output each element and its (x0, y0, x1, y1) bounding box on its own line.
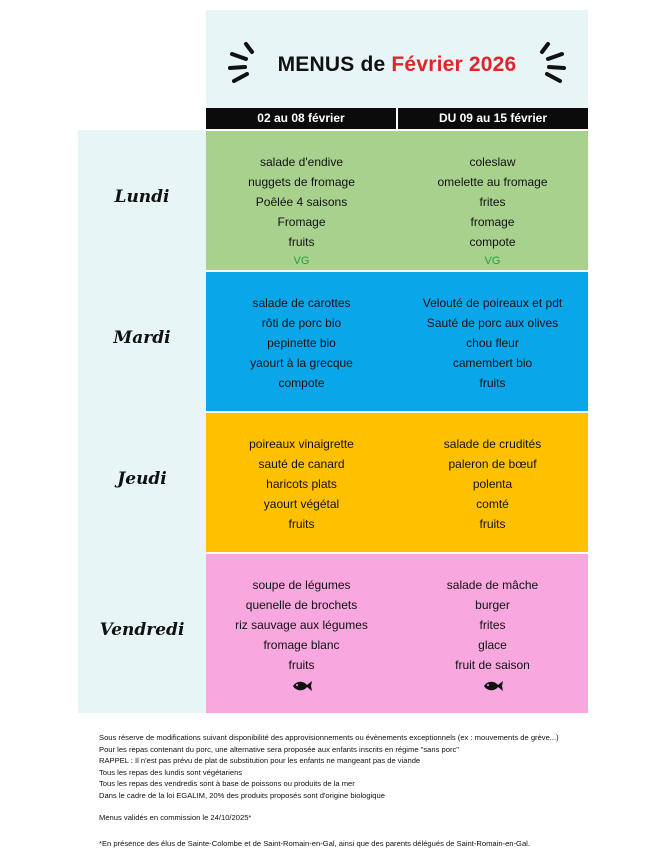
menu-item: glace (478, 638, 507, 652)
footnotes (99, 732, 639, 849)
vendredi-week-2 (397, 554, 588, 713)
menu-item: frites (479, 195, 506, 209)
menu-item: yaourt végétal (263, 497, 340, 511)
fish-icon (482, 679, 504, 693)
menu-item: riz sauvage aux légumes (235, 618, 368, 632)
menu-item: salade de carottes (252, 296, 351, 310)
vendredi-week-1 (206, 554, 397, 713)
menu-item: Sauté de porc aux olives (426, 316, 559, 330)
jeudi-week-2 (397, 413, 588, 552)
week-1-header: 02 au 08 février (257, 111, 345, 125)
menu-item: compote (469, 235, 516, 249)
day-label-lundi: Lundi (114, 187, 170, 207)
menu-item: omelette au fromage (437, 175, 548, 189)
lundi-week-2 (397, 131, 588, 270)
menu-item: salade d'endive (259, 155, 344, 169)
mardi-week-2 (397, 272, 588, 411)
day-band-jeudi (206, 411, 588, 552)
fish-icon (291, 679, 313, 693)
menu-item: camembert bio (452, 356, 533, 370)
menu-item: coleslaw (469, 155, 516, 169)
menu-header (206, 10, 588, 108)
day-label-mardi: Mardi (113, 328, 171, 348)
menu-item: fruits (288, 658, 315, 672)
lundi-week-1 (206, 131, 397, 270)
menu-item: paleron de bœuf (448, 457, 537, 471)
menu-item: soupe de légumes (252, 578, 351, 592)
footnote: RAPPEL : Il n'est pas prévu de plat de substitution pour les enfants ne mangeant pas de viande (99, 756, 421, 765)
footnote: Tous les repas des vendredis sont à base de poissons ou produits de la mer (99, 779, 355, 788)
title-prefix: MENUS de (277, 53, 392, 76)
menu-item: Fromage (277, 215, 326, 229)
menu-item: fruits (479, 517, 506, 531)
menu-item: quenelle de brochets (245, 598, 358, 612)
title-month: Février 2026 (391, 53, 517, 76)
day-band-lundi (206, 129, 588, 270)
menu-item: burger (475, 598, 510, 612)
vg-badge: VG (293, 255, 310, 267)
menu-item: fromage (470, 215, 515, 229)
menu-item: polenta (472, 477, 513, 491)
menu-item: sauté de canard (258, 457, 345, 471)
week-2-header: DU 09 au 15 février (396, 108, 588, 129)
menu-item: rôti de porc bio (261, 316, 342, 330)
menu-item: fruits (288, 235, 315, 249)
menu-item: chou fleur (466, 336, 519, 350)
menu-item: haricots plats (266, 477, 337, 491)
menu-item: Poêlée 4 saisons (255, 195, 348, 209)
menu-item: Velouté de poireaux et pdt (422, 296, 563, 310)
menu-item: fruits (288, 517, 315, 531)
presence-note: *En présence des élus de Sainte-Colombe et de Saint-Romain-en-Gal, ainsi que des parents délégués de Saint-Romain-en-Gal. (99, 838, 530, 848)
sparkle-icon (520, 40, 566, 86)
footnote: Sous réserve de modifications suivant disponibilité des approvisionnements ou évènements exceptionnels (ex : mouvements de grève...) (99, 733, 559, 742)
validation-note: Menus validés en commission le 24/10/2025* (99, 813, 252, 822)
footnote: Dans le cadre de la loi EGALIM, 20% des produits proposés sont d'origine biologique (99, 790, 385, 800)
menu-item: salade de crudités (443, 437, 542, 451)
footnote: Tous les repas des lundis sont végétariens (99, 767, 243, 777)
menu-item: fruits (479, 376, 506, 390)
menu-item: fruit de saison (455, 658, 530, 672)
menu-item: salade de mâche (446, 578, 539, 592)
menu-item: fromage blanc (263, 638, 340, 652)
menu-item: comté (476, 497, 509, 511)
menu-item: yaourt à la grecque (250, 356, 353, 370)
footnote: Pour les repas contenant du porc, une alternative sera proposée aux enfants inscrits en régime "sans porc" (99, 744, 459, 754)
day-band-vendredi (206, 552, 588, 713)
menu-item: pepinette bio (267, 336, 336, 350)
vg-badge: VG (484, 255, 501, 267)
jeudi-week-1 (206, 413, 397, 552)
day-band-mardi (206, 270, 588, 411)
menu-item: frites (479, 618, 506, 632)
day-label-jeudi: Jeudi (117, 469, 167, 489)
menu-item: compote (278, 376, 325, 390)
menu-item: nuggets de fromage (248, 175, 355, 189)
menu-item: poireaux vinaigrette (249, 437, 354, 451)
day-label-vendredi: Vendredi (99, 620, 185, 640)
mardi-week-1 (206, 272, 397, 411)
week-header-row (206, 108, 588, 129)
